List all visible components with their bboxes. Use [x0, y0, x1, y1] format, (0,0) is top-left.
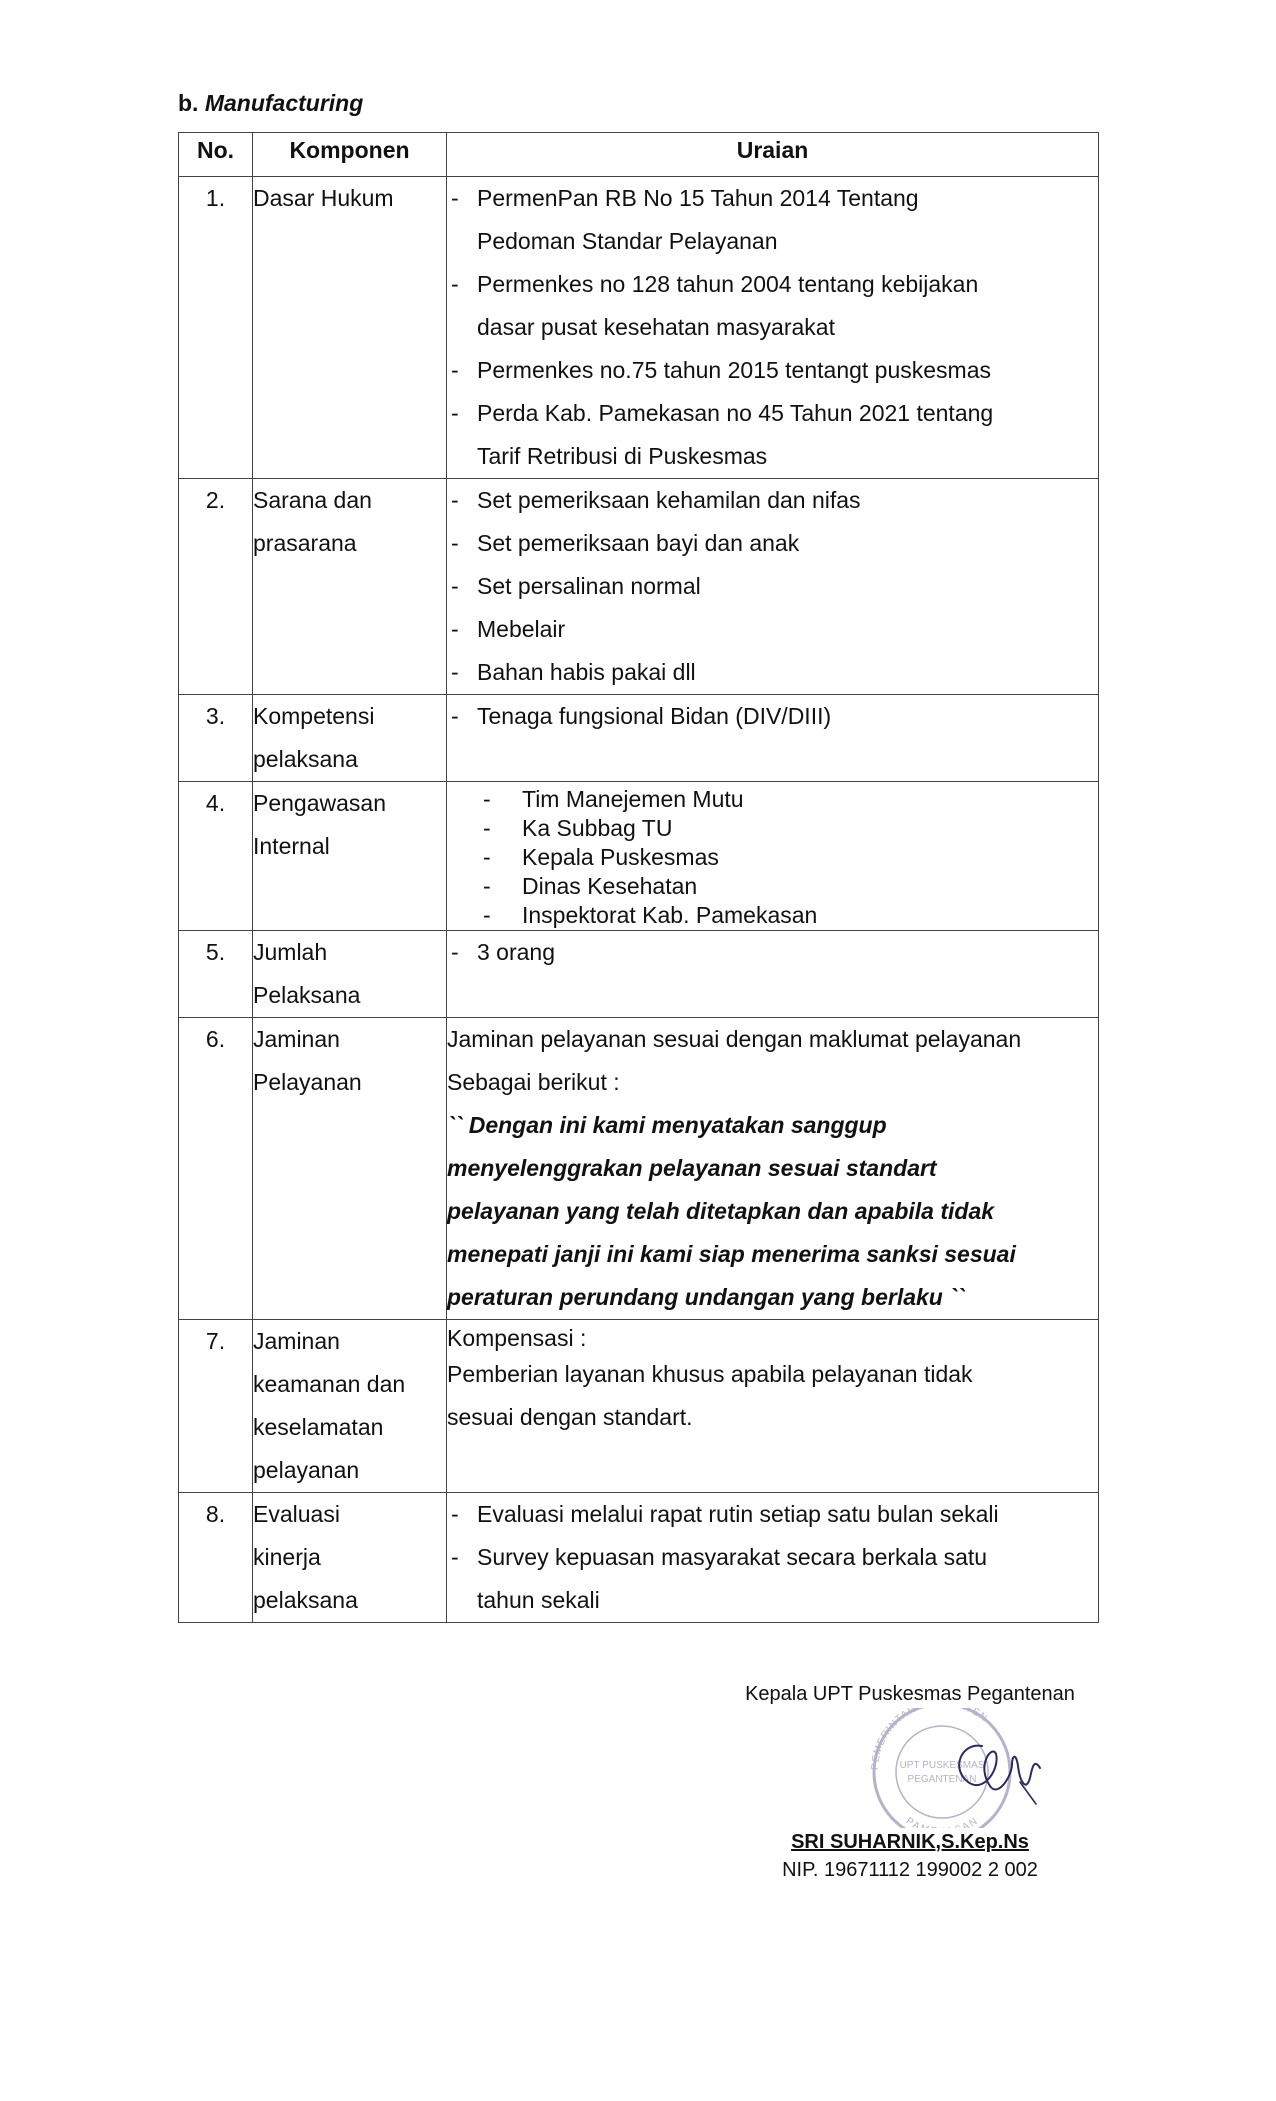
- list-item: [447, 931, 1098, 974]
- component-line: Internal: [253, 833, 330, 859]
- item-text: dasar pusat kesehatan masyarakat: [477, 314, 835, 340]
- row-number: 5.: [179, 931, 253, 1018]
- bullet-dash: -: [483, 902, 491, 928]
- component-line: prasarana: [253, 530, 357, 556]
- stamp-text-center2: PEGANTENAN: [907, 1774, 977, 1785]
- row-description: [447, 931, 1099, 1018]
- bullet-dash: -: [483, 844, 491, 870]
- item-text: Pedoman Standar Pelayanan: [477, 228, 778, 254]
- commitment-quote-line: `` Dengan ini kami menyatakan sanggup: [447, 1112, 887, 1138]
- signatory-title: Kepala UPT Puskesmas Pegantenan: [745, 1683, 1075, 1705]
- item-text: Set pemeriksaan kehamilan dan nifas: [477, 487, 861, 513]
- description-list: [447, 1493, 1098, 1622]
- description-list: [447, 782, 1098, 930]
- row-component: [253, 782, 447, 931]
- list-item: [447, 522, 1098, 565]
- component-line: Jaminan: [253, 1026, 340, 1052]
- list-item: [447, 814, 1098, 843]
- list-item: [447, 872, 1098, 901]
- description-list: [447, 695, 1098, 738]
- component-line: pelayanan: [253, 1457, 360, 1483]
- row-description: [447, 177, 1099, 479]
- bullet-dash: -: [451, 703, 459, 729]
- row-number: 1.: [179, 177, 253, 479]
- row-description: [447, 1018, 1099, 1320]
- description-line: Kompensasi :: [447, 1325, 587, 1351]
- item-text: PermenPan RB No 15 Tahun 2014 Tentang: [477, 185, 919, 211]
- description-line: Pemberian layanan khusus apabila pelayanan tidak: [447, 1361, 973, 1387]
- bullet-dash: -: [451, 616, 459, 642]
- component-line: Dasar Hukum: [253, 185, 394, 211]
- stamp-text-top: PEMERINTAH TEN: [869, 1708, 990, 1771]
- row-description: [447, 1493, 1099, 1623]
- item-text: Tenaga fungsional Bidan (DIV/DIII): [477, 703, 832, 729]
- row-component: [253, 479, 447, 695]
- table-row: [179, 782, 1099, 931]
- row-component: [253, 1018, 447, 1320]
- signatory-name: SRI SUHARNIK,S.Kep.Ns: [791, 1831, 1029, 1853]
- bullet-dash: -: [451, 400, 459, 426]
- bullet-dash: -: [451, 487, 459, 513]
- bullet-dash: -: [451, 1501, 459, 1527]
- description-list: [447, 177, 1098, 478]
- bullet-dash: -: [483, 873, 491, 899]
- list-item: [447, 843, 1098, 872]
- list-item: [447, 901, 1098, 930]
- row-component: [253, 177, 447, 479]
- item-text: Survey kepuasan masyarakat secara berkala satu: [477, 1544, 988, 1570]
- item-text: Tim Manejemen Mutu: [522, 786, 744, 812]
- item-text: tahun sekali: [477, 1587, 600, 1613]
- list-item: [447, 695, 1098, 738]
- list-item: [447, 565, 1098, 608]
- signature-block: [700, 1680, 1120, 1884]
- official-stamp-icon: [700, 1708, 1120, 1828]
- section-title: Manufacturing: [204, 90, 364, 116]
- bullet-dash: -: [451, 573, 459, 599]
- list-item: [447, 177, 1098, 263]
- row-number: 6.: [179, 1018, 253, 1320]
- item-text: Dinas Kesehatan: [522, 873, 698, 899]
- description-line: sesuai dengan standart.: [447, 1404, 693, 1430]
- stamp-seal: [870, 1708, 1010, 1828]
- row-description: [447, 1320, 1099, 1493]
- component-line: Evaluasi: [253, 1501, 340, 1527]
- bullet-dash: -: [451, 271, 459, 297]
- signatory-nip: NIP. 19671112 199002 2 002: [782, 1859, 1038, 1881]
- stamp-and-signature: [700, 1708, 1120, 1828]
- bullet-dash: -: [483, 786, 491, 812]
- row-number: 2.: [179, 479, 253, 695]
- list-item: [447, 263, 1098, 349]
- table-row: [179, 177, 1099, 479]
- row-description: [447, 695, 1099, 782]
- component-line: keamanan dan: [253, 1371, 406, 1397]
- bullet-dash: -: [451, 939, 459, 965]
- item-text: 3 orang: [477, 939, 556, 965]
- list-item: [447, 608, 1098, 651]
- row-number: 4.: [179, 782, 253, 931]
- list-item: [447, 785, 1098, 814]
- row-number: 7.: [179, 1320, 253, 1493]
- component-line: Kompetensi: [253, 703, 375, 729]
- row-number: 8.: [179, 1493, 253, 1623]
- table-row: [179, 1320, 1099, 1493]
- component-line: Pelaksana: [253, 982, 361, 1008]
- component-line: Jumlah: [253, 939, 328, 965]
- table-row: [179, 1493, 1099, 1623]
- row-description: [447, 782, 1099, 931]
- component-line: Pengawasan: [253, 790, 386, 816]
- service-standard-table: [178, 132, 1099, 1623]
- component-line: pelaksana: [253, 1587, 358, 1613]
- component-line: Pelayanan: [253, 1069, 362, 1095]
- section-heading: [178, 88, 363, 118]
- row-component: [253, 1320, 447, 1493]
- list-item: [447, 651, 1098, 694]
- header-no: No.: [179, 133, 253, 177]
- component-line: Jaminan: [253, 1328, 340, 1354]
- item-text: Mebelair: [477, 616, 566, 642]
- component-line: keselamatan: [253, 1414, 384, 1440]
- description-line: Jaminan pelayanan sesuai dengan maklumat pelayanan: [447, 1026, 1022, 1052]
- table-row: [179, 695, 1099, 782]
- stamp-text-bottom: PA AN: [903, 1815, 982, 1828]
- svg-text:PAMEKASAN: [904, 1815, 981, 1828]
- list-item: [447, 1493, 1098, 1536]
- section-letter: b.: [178, 90, 199, 116]
- item-text: Ka Subbag TU: [522, 815, 673, 841]
- table-row: [179, 479, 1099, 695]
- item-text: Tarif Retribusi di Puskesmas: [477, 443, 768, 469]
- list-item: [447, 349, 1098, 392]
- description-line: Sebagai berikut :: [447, 1069, 620, 1095]
- item-text: Kepala Puskesmas: [522, 844, 719, 870]
- component-line: pelaksana: [253, 746, 358, 772]
- bullet-dash: -: [451, 659, 459, 685]
- commitment-quote-line: peraturan perundang undangan yang berlaku ``: [447, 1284, 965, 1310]
- stamp-text-center: UPT PUSKESMAS: [899, 1760, 985, 1771]
- row-component: [253, 1493, 447, 1623]
- table-header-row: [179, 133, 1099, 177]
- table-row: [179, 1018, 1099, 1320]
- commitment-quote-line: menepati janji ini kami siap menerima sanksi sesuai: [447, 1241, 1016, 1267]
- header-komponen: Komponen: [253, 133, 447, 177]
- row-component: [253, 695, 447, 782]
- bullet-dash: -: [451, 357, 459, 383]
- bullet-dash: -: [451, 185, 459, 211]
- row-description: [447, 479, 1099, 695]
- list-item: [447, 392, 1098, 478]
- item-text: Perda Kab. Pamekasan no 45 Tahun 2021 tentang: [477, 400, 994, 426]
- component-line: Sarana dan: [253, 487, 372, 513]
- bullet-dash: -: [483, 815, 491, 841]
- commitment-quote-line: pelayanan yang telah ditetapkan dan apabila tidak: [447, 1198, 995, 1224]
- item-text: Permenkes no 128 tahun 2004 tentang kebijakan: [477, 271, 979, 297]
- description-list: [447, 479, 1098, 694]
- component-line: kinerja: [253, 1544, 321, 1570]
- table-row: [179, 931, 1099, 1018]
- header-uraian: Uraian: [447, 133, 1099, 177]
- commitment-quote-line: menyelenggrakan pelayanan sesuai standart: [447, 1155, 937, 1181]
- item-text: Permenkes no.75 tahun 2015 tentangt puskesmas: [477, 357, 992, 383]
- list-item: [447, 479, 1098, 522]
- item-text: Inspektorat Kab. Pamekasan: [522, 902, 818, 928]
- item-text: Set persalinan normal: [477, 573, 701, 599]
- item-text: Evaluasi melalui rapat rutin setiap satu bulan sekali: [477, 1501, 999, 1527]
- bullet-dash: -: [451, 530, 459, 556]
- description-list: [447, 931, 1098, 974]
- item-text: Bahan habis pakai dll: [477, 659, 696, 685]
- bullet-dash: -: [451, 1544, 459, 1570]
- row-component: [253, 931, 447, 1018]
- row-number: 3.: [179, 695, 253, 782]
- list-item: [447, 1536, 1098, 1622]
- item-text: Set pemeriksaan bayi dan anak: [477, 530, 800, 556]
